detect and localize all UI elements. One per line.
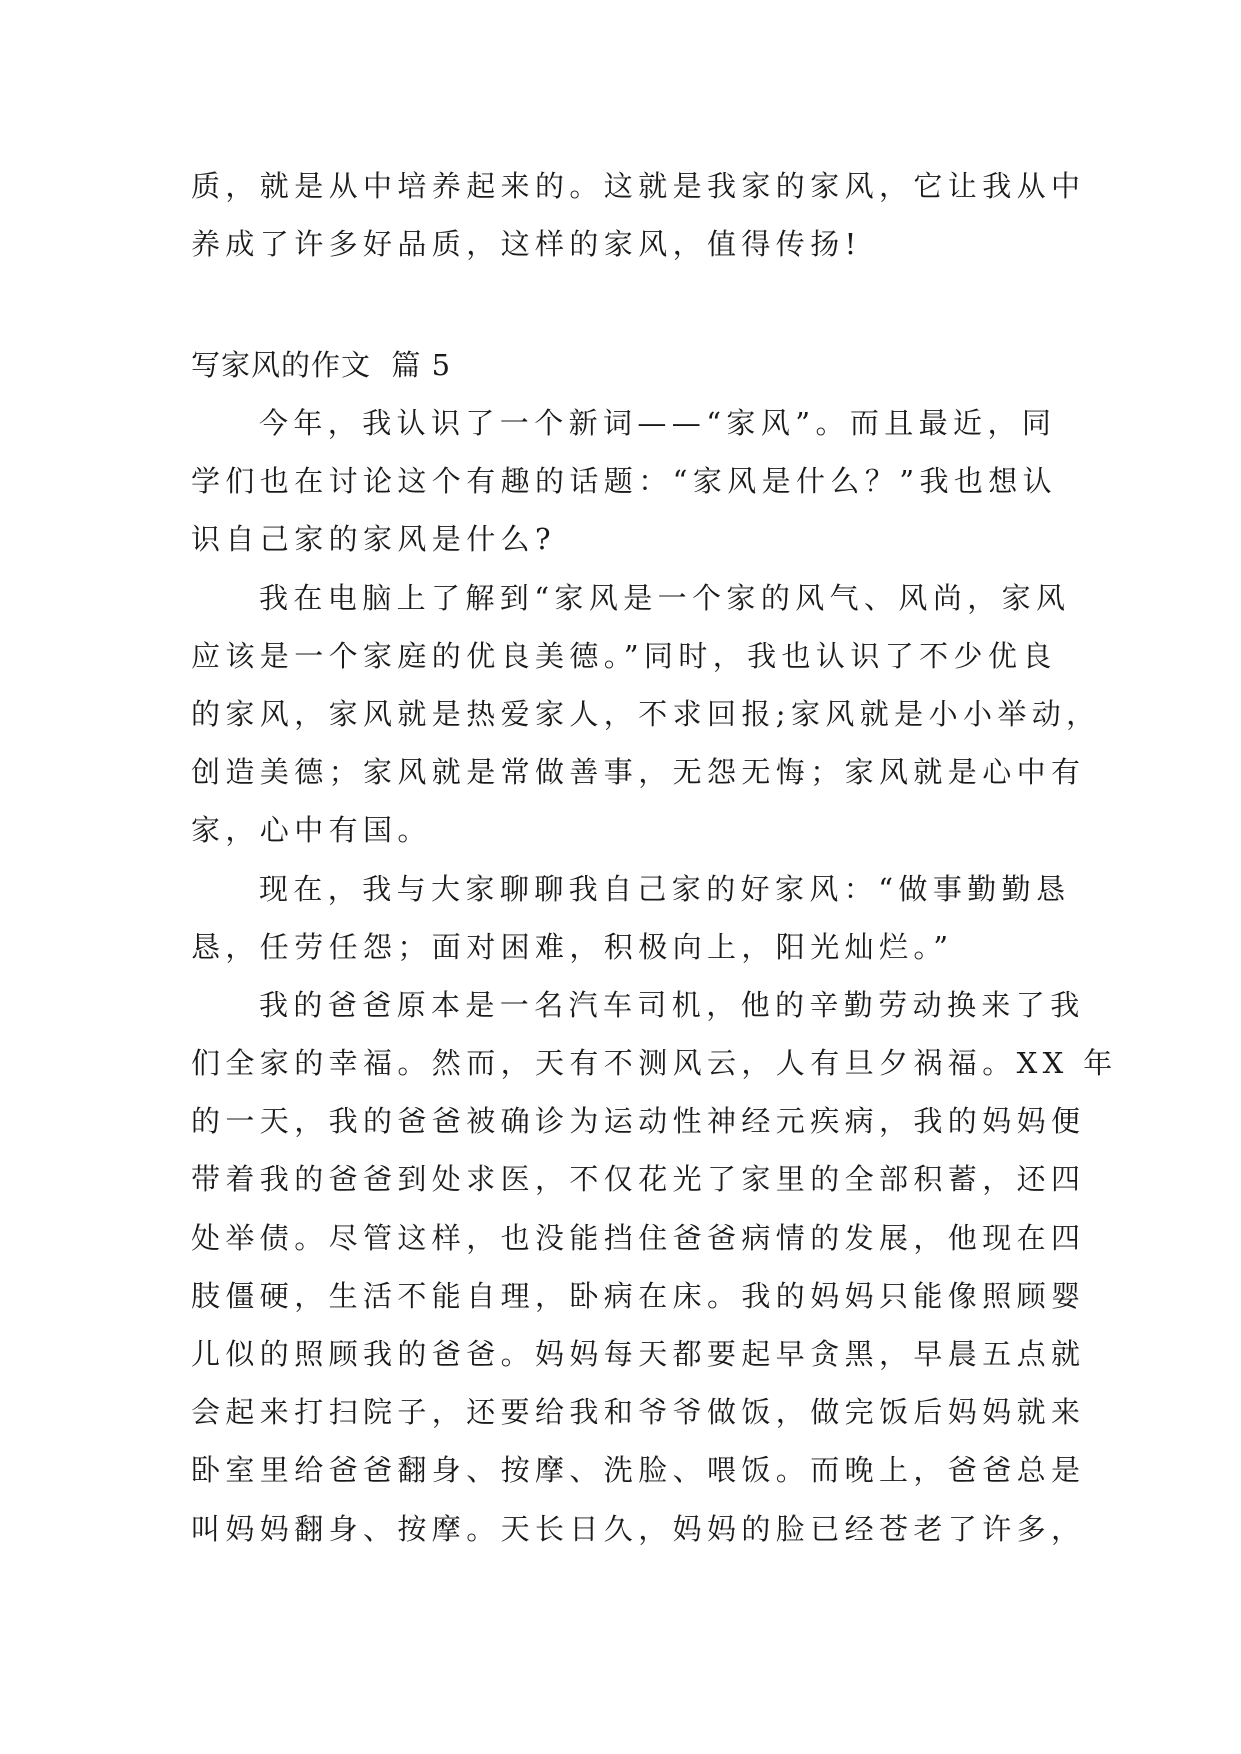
text-line: 我在电脑上了解到“家风是一个家的风气、风尚，家风	[259, 580, 1071, 615]
text-line: 质，就是从中培养起来的。这就是我家的家风，它让我从中	[191, 169, 1086, 203]
text-line: 的家风，家风就是热爱家人，不求回报;家风就是小小举动，	[191, 696, 1101, 731]
text-line: 家，心中有国。	[191, 813, 432, 848]
text-line: 会起来打扫院子，还要给我和爷爷做饭，做完饭后妈妈就来	[191, 1395, 1086, 1430]
essay-title: 写家风的作文 篇 5	[191, 348, 452, 382]
continuation-paragraph	[191, 157, 1086, 273]
paragraph	[191, 569, 1101, 860]
text-line: 学们也在讨论这个有趣的话题：“家风是什么？”我也想认	[191, 464, 1058, 499]
text-line: 的一天，我的爸爸被确诊为运动性神经元疾病，我的妈妈便	[191, 1104, 1086, 1139]
text-line: 识自己家的家风是什么?	[191, 522, 556, 557]
text-line: 养成了许多好品质，这样的家风，值得传扬!	[191, 227, 862, 262]
text-line: 应该是一个家庭的优良美德。”同时，我也认识了不少优良	[191, 638, 1057, 673]
text-line: 卧室里给爸爸翻身、按摩、洗脸、喂饭。而晚上，爸爸总是	[191, 1453, 1086, 1488]
essay-section	[191, 336, 1118, 1558]
text-line: 肢僵硬，生活不能自理，卧病在床。我的妈妈只能像照顾婴	[191, 1278, 1086, 1313]
text-line: 今年，我认识了一个新词——“家风”。而且最近，同	[259, 406, 1057, 440]
text-line: 恳，任劳任怨；面对困难，积极向上，阳光灿烂。”	[191, 929, 954, 964]
text-line: 儿似的照顾我的爸爸。妈妈每天都要起早贪黑，早晨五点就	[191, 1337, 1086, 1371]
text-line: 现在，我与大家聊聊我自己家的好家风：“做事勤勤恳	[259, 871, 1071, 906]
paragraph	[191, 976, 1118, 1558]
text-line: 们全家的幸福。然而，天有不测风云，人有旦夕祸福。XX 年	[191, 1046, 1118, 1081]
text-line: 我的爸爸原本是一名汽车司机，他的辛勤劳动换来了我	[259, 987, 1085, 1022]
text-line: 处举债。尽管这样，也没能挡住爸爸病情的发展，他现在四	[191, 1220, 1086, 1255]
text-line: 创造美德；家风就是常做善事，无怨无悔；家风就是心中有	[191, 755, 1086, 790]
paragraph	[191, 860, 1071, 976]
text-line: 叫妈妈翻身、按摩。天长日久，妈妈的脸已经苍老了许多，	[191, 1511, 1086, 1546]
text-line: 带着我的爸爸到处求医，不仅花光了家里的全部积蓄，还四	[191, 1162, 1086, 1197]
paragraph	[191, 394, 1061, 569]
